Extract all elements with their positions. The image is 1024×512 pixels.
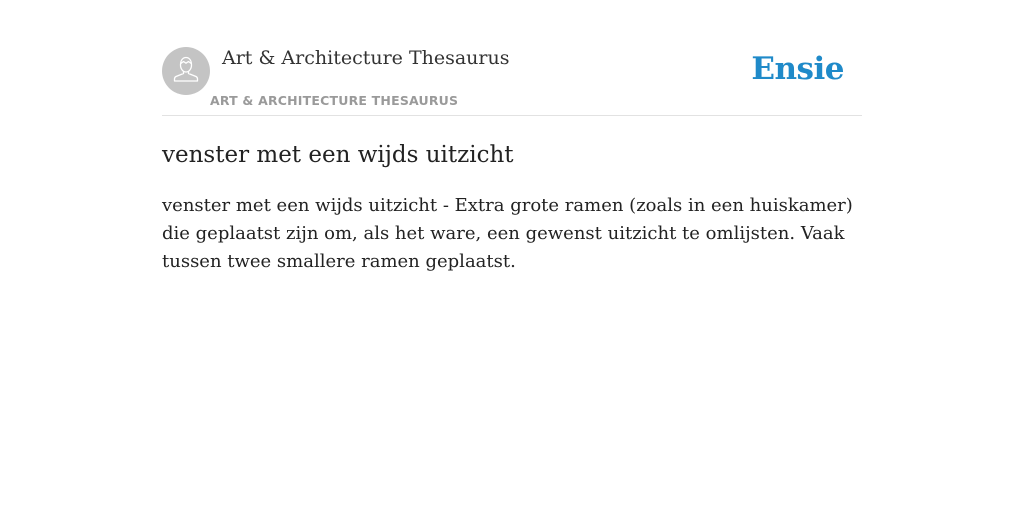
- author-avatar[interactable]: [162, 47, 210, 95]
- author-subtitle[interactable]: ART & ARCHITECTURE THESAURUS: [210, 93, 459, 108]
- user-avatar-icon: [171, 54, 201, 89]
- definition-text: venster met een wijds uitzicht - Extra grote ramen (zoals in een huiskamer) die geplaatst zijn om, als het ware, een gewenst uitzicht te omlijsten. Vaak tussen twee smallere ramen geplaatst.: [162, 195, 853, 272]
- author-name[interactable]: Art & Architecture Thesaurus: [222, 47, 510, 69]
- page-title: venster met een wijds uitzicht: [162, 142, 514, 168]
- header: [162, 0, 862, 116]
- ensie-logo[interactable]: Ensie: [751, 51, 844, 87]
